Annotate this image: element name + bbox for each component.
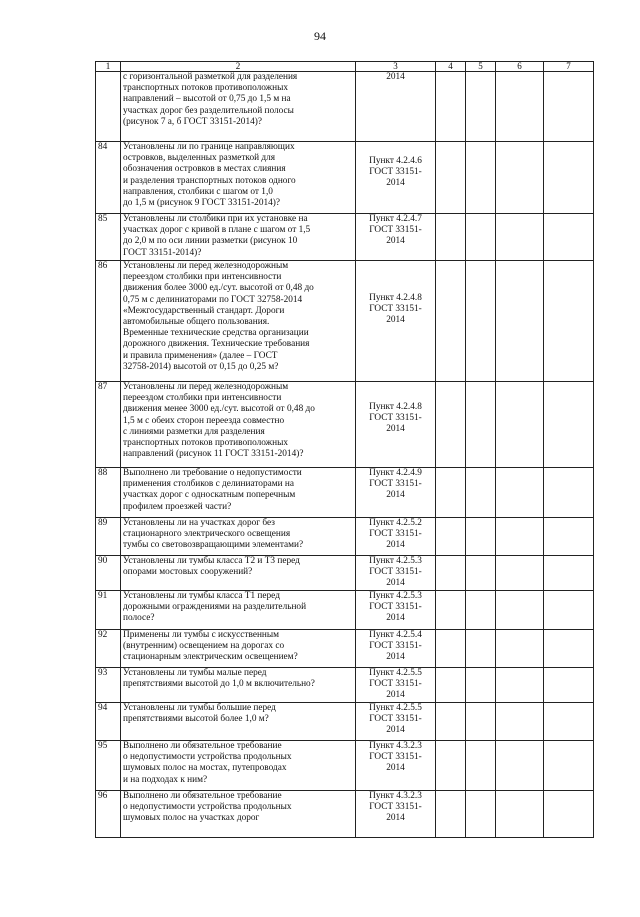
answer-cell[interactable] <box>436 741 466 791</box>
reference-line: 2014 <box>386 813 405 824</box>
question-cell <box>121 214 356 261</box>
question-line: с горизонтальной разметкой для разделения <box>123 72 298 82</box>
column-header: 6 <box>496 62 544 72</box>
answer-cell[interactable] <box>466 72 496 142</box>
answer-cell[interactable] <box>436 72 466 142</box>
answer-cell[interactable] <box>496 142 544 214</box>
reference-line: Пункт 4.2.5.3 <box>369 591 422 601</box>
table-row <box>96 668 594 703</box>
answer-cell[interactable] <box>544 382 594 468</box>
question-line: стационарным электрическим освещением? <box>123 652 298 663</box>
answer-cell[interactable] <box>544 591 594 630</box>
question-line: Установлены ли тумбы малые перед <box>123 668 267 678</box>
answer-cell[interactable] <box>496 630 544 668</box>
answer-cell[interactable] <box>544 741 594 791</box>
question-line: препятствиями высотой более 1,0 м? <box>123 714 269 725</box>
question-line: и правила применения» (далее – ГОСТ <box>123 350 278 361</box>
row-number: 93 <box>96 668 121 703</box>
answer-cell[interactable] <box>544 214 594 261</box>
table-row <box>96 142 594 214</box>
answer-cell[interactable] <box>544 468 594 518</box>
answer-cell[interactable] <box>496 703 544 741</box>
row-number <box>96 72 121 142</box>
answer-cell[interactable] <box>544 142 594 214</box>
answer-cell[interactable] <box>466 261 496 382</box>
question-line: Установлены ли перед железнодорожным <box>123 261 289 271</box>
column-header: 3 <box>356 62 436 72</box>
question-line: (рисунок 7 а, б ГОСТ 33151-2014)? <box>123 116 262 127</box>
question-line: 1,5 м с обеих сторон переезда совместно <box>123 415 285 426</box>
question-cell <box>121 741 356 791</box>
question-line: (внутренним) освещением на дорогах со <box>123 641 285 652</box>
answer-cell[interactable] <box>466 382 496 468</box>
reference-line: ГОСТ 33151- <box>369 479 422 490</box>
answer-cell[interactable] <box>466 591 496 630</box>
question-line: шумовых полос на участках дорог <box>123 813 260 824</box>
row-number: 87 <box>96 382 121 468</box>
answer-cell[interactable] <box>496 518 544 556</box>
question-line: стационарного электрического освещения <box>123 529 291 540</box>
reference-line: Пункт 4.3.2.3 <box>369 741 422 751</box>
question-cell <box>121 261 356 382</box>
question-line: участках дорог с односкатным поперечным <box>123 490 296 501</box>
question-line: Установлены ли тумбы большие перед <box>123 703 276 713</box>
question-line: направлений (рисунок 11 ГОСТ 33151-2014)? <box>123 449 304 460</box>
question-line: дорожного движения. Технические требования <box>123 339 310 350</box>
question-line: и на подходах к ним? <box>123 774 208 785</box>
reference-line: Пункт 4.3.2.3 <box>369 791 422 801</box>
row-number: 91 <box>96 591 121 630</box>
reference-line: 2014 <box>386 72 405 82</box>
table-row <box>96 703 594 741</box>
answer-cell[interactable] <box>544 261 594 382</box>
reference-line: 2014 <box>386 424 405 435</box>
table-row <box>96 556 594 591</box>
question-line: Установлены ли на участках дорог без <box>123 518 275 528</box>
reference-line: 2014 <box>386 540 405 551</box>
answer-cell[interactable] <box>496 214 544 261</box>
question-line: шумовых полос на мостах, путепроводах <box>123 763 287 774</box>
checklist-table <box>95 61 594 838</box>
answer-cell[interactable] <box>466 630 496 668</box>
question-line: опорами мостовых сооружений? <box>123 567 253 578</box>
column-header: 7 <box>544 62 594 72</box>
question-cell <box>121 518 356 556</box>
reference-line: ГОСТ 33151- <box>369 413 422 424</box>
question-cell <box>121 142 356 214</box>
reference-line: Пункт 4.2.5.2 <box>369 518 422 528</box>
answer-cell[interactable] <box>544 791 594 838</box>
answer-cell[interactable] <box>466 142 496 214</box>
reference-line: 2014 <box>386 315 405 326</box>
question-line: полосе? <box>123 613 155 624</box>
question-line: переездом столбики при интенсивности <box>123 272 282 283</box>
answer-cell[interactable] <box>466 668 496 703</box>
table-row <box>96 630 594 668</box>
reference-line: 2014 <box>386 725 405 736</box>
question-line: о недопустимости устройства продольных <box>123 752 292 763</box>
question-line: Применены ли тумбы с искусственным <box>123 630 280 640</box>
reference-line: ГОСТ 33151- <box>369 167 422 178</box>
answer-cell[interactable] <box>436 261 466 382</box>
question-cell <box>121 72 356 142</box>
question-line: транспортных потоков противоположных <box>123 438 288 449</box>
reference-cell <box>356 556 436 591</box>
table-row <box>96 382 594 468</box>
answer-cell[interactable] <box>466 468 496 518</box>
question-line: Установлены ли столбики при их установке на <box>123 214 308 224</box>
question-line: Установлены ли по границе направляющих <box>123 142 295 152</box>
question-line: 32758-2014) высотой от 0,15 до 0,25 м? <box>123 361 279 372</box>
reference-line: Пункт 4.2.5.4 <box>369 630 422 640</box>
column-header: 2 <box>121 62 356 72</box>
answer-cell[interactable] <box>496 741 544 791</box>
reference-cell <box>356 518 436 556</box>
reference-line: ГОСТ 33151- <box>369 641 422 652</box>
answer-cell[interactable] <box>544 703 594 741</box>
row-number: 90 <box>96 556 121 591</box>
column-header: 5 <box>466 62 496 72</box>
reference-line: 2014 <box>386 578 405 589</box>
answer-cell[interactable] <box>436 518 466 556</box>
answer-cell[interactable] <box>466 741 496 791</box>
question-line: тумбы со световозвращающими элементами? <box>123 540 304 551</box>
reference-cell <box>356 382 436 468</box>
reference-line: ГОСТ 33151- <box>369 304 422 315</box>
reference-cell <box>356 72 436 142</box>
question-line: Выполнено ли требование о недопустимости <box>123 468 302 478</box>
answer-cell[interactable] <box>436 591 466 630</box>
answer-cell[interactable] <box>436 468 466 518</box>
answer-cell[interactable] <box>436 703 466 741</box>
reference-line: Пункт 4.2.5.3 <box>369 556 422 566</box>
question-cell <box>121 630 356 668</box>
question-cell <box>121 382 356 468</box>
answer-cell[interactable] <box>496 382 544 468</box>
answer-cell[interactable] <box>466 518 496 556</box>
reference-line: ГОСТ 33151- <box>369 529 422 540</box>
question-line: ГОСТ 33151-2014)? <box>123 247 202 258</box>
answer-cell[interactable] <box>436 668 466 703</box>
answer-cell[interactable] <box>544 518 594 556</box>
row-number: 94 <box>96 703 121 741</box>
reference-line: Пункт 4.2.5.5 <box>369 703 422 713</box>
question-cell <box>121 556 356 591</box>
question-line: до 1,5 м (рисунок 9 ГОСТ 33151-2014)? <box>123 198 280 209</box>
question-line: Установлены ли перед железнодорожным <box>123 382 289 392</box>
question-line: препятствиями высотой до 1,0 м включительно? <box>123 679 315 690</box>
reference-line: ГОСТ 33151- <box>369 679 422 690</box>
question-line: Выполнено ли обязательное требование <box>123 741 282 751</box>
header-row <box>96 62 594 72</box>
reference-line: 2014 <box>386 178 405 189</box>
question-cell <box>121 703 356 741</box>
reference-line: 2014 <box>386 690 405 701</box>
reference-line: Пункт 4.2.4.8 <box>369 293 422 303</box>
answer-cell[interactable] <box>436 791 466 838</box>
reference-cell <box>356 668 436 703</box>
answer-cell[interactable] <box>436 556 466 591</box>
question-cell <box>121 591 356 630</box>
question-cell <box>121 468 356 518</box>
question-line: переездом столбики при интенсивности <box>123 393 282 404</box>
answer-cell[interactable] <box>466 703 496 741</box>
reference-line: Пункт 4.2.4.9 <box>369 468 422 478</box>
question-line: участках дорог без разделительной полосы <box>123 105 294 116</box>
answer-cell[interactable] <box>496 668 544 703</box>
reference-line: ГОСТ 33151- <box>369 225 422 236</box>
reference-line: 2014 <box>386 490 405 501</box>
answer-cell[interactable] <box>544 72 594 142</box>
question-line: направлений – высотой от 0,75 до 1,5 м на <box>123 94 291 105</box>
reference-cell <box>356 703 436 741</box>
column-header: 1 <box>96 62 121 72</box>
row-number: 95 <box>96 741 121 791</box>
row-number: 96 <box>96 791 121 838</box>
row-number: 86 <box>96 261 121 382</box>
table-row <box>96 791 594 838</box>
reference-cell <box>356 791 436 838</box>
column-header: 4 <box>436 62 466 72</box>
question-line: Временные технические средства организации <box>123 328 309 339</box>
row-number: 88 <box>96 468 121 518</box>
question-line: участках дорог с кривой в плане с шагом от 1,5 <box>123 225 311 236</box>
answer-cell[interactable] <box>466 791 496 838</box>
table-row <box>96 72 594 142</box>
question-line: применения столбиков с делиниаторами на <box>123 479 295 490</box>
answer-cell[interactable] <box>466 556 496 591</box>
reference-line: 2014 <box>386 613 405 624</box>
question-line: движения менее 3000 ед./сут. высотой от 0,48 до <box>123 404 315 415</box>
table-row <box>96 261 594 382</box>
row-number: 89 <box>96 518 121 556</box>
question-line: Выполнено ли обязательное требование <box>123 791 282 801</box>
table-row <box>96 741 594 791</box>
answer-cell[interactable] <box>496 468 544 518</box>
question-line: до 2,0 м по оси линии разметки (рисунок 10 <box>123 236 298 247</box>
answer-cell[interactable] <box>436 142 466 214</box>
row-number: 92 <box>96 630 121 668</box>
row-number: 84 <box>96 142 121 214</box>
table-row <box>96 214 594 261</box>
table-row <box>96 468 594 518</box>
question-line: Установлены ли тумбы класса Т1 перед <box>123 591 280 601</box>
reference-cell <box>356 468 436 518</box>
reference-line: Пункт 4.2.5.5 <box>369 668 422 678</box>
table-row <box>96 591 594 630</box>
question-line: направления, столбики с шагом от 1,0 <box>123 186 273 197</box>
reference-line: ГОСТ 33151- <box>369 752 422 763</box>
answer-cell[interactable] <box>496 791 544 838</box>
reference-line: ГОСТ 33151- <box>369 714 422 725</box>
reference-line: ГОСТ 33151- <box>369 802 422 813</box>
page-number: 94 <box>314 29 326 43</box>
reference-line: Пункт 4.2.4.8 <box>369 402 422 412</box>
question-line: профилем проезжей части? <box>123 501 232 512</box>
reference-line: 2014 <box>386 652 405 663</box>
answer-cell[interactable] <box>544 668 594 703</box>
reference-line: ГОСТ 33151- <box>369 567 422 578</box>
row-number: 85 <box>96 214 121 261</box>
reference-cell <box>356 261 436 382</box>
answer-cell[interactable] <box>436 382 466 468</box>
question-line: и разделения транспортных потоков одного <box>123 175 296 186</box>
answer-cell[interactable] <box>436 630 466 668</box>
reference-line: Пункт 4.2.4.7 <box>369 214 422 224</box>
answer-cell[interactable] <box>544 630 594 668</box>
question-line: обозначения островков в местах слияния <box>123 164 286 175</box>
question-line: транспортных потоков противоположных <box>123 83 288 94</box>
question-line: 0,75 м с делиниаторами по ГОСТ 32758-2014 <box>123 294 303 305</box>
reference-line: 2014 <box>386 236 405 247</box>
answer-cell[interactable] <box>496 591 544 630</box>
table-row <box>96 518 594 556</box>
reference-cell <box>356 630 436 668</box>
answer-cell[interactable] <box>466 214 496 261</box>
question-line: с линиями разметки для разделения <box>123 426 265 437</box>
question-line: дорожными ограждениями на разделительной <box>123 602 307 613</box>
question-line: «Межгосударственный стандарт. Дороги <box>123 305 285 316</box>
reference-line: Пункт 4.2.4.6 <box>369 156 422 166</box>
question-line: автомобильные общего пользования. <box>123 317 270 328</box>
reference-line: 2014 <box>386 763 405 774</box>
answer-cell[interactable] <box>496 261 544 382</box>
question-line: Установлены ли тумбы класса Т2 и Т3 перед <box>123 556 300 566</box>
reference-line: ГОСТ 33151- <box>369 602 422 613</box>
answer-cell[interactable] <box>436 214 466 261</box>
answer-cell[interactable] <box>496 556 544 591</box>
question-cell <box>121 668 356 703</box>
reference-cell <box>356 142 436 214</box>
question-line: островков, выделенных разметкой для <box>123 153 276 164</box>
answer-cell[interactable] <box>544 556 594 591</box>
question-line: движения более 3000 ед./сут. высотой от 0,48 до <box>123 283 314 294</box>
reference-cell <box>356 591 436 630</box>
reference-cell <box>356 741 436 791</box>
question-cell <box>121 791 356 838</box>
reference-cell <box>356 214 436 261</box>
answer-cell[interactable] <box>496 72 544 142</box>
question-line: о недопустимости устройства продольных <box>123 802 292 813</box>
